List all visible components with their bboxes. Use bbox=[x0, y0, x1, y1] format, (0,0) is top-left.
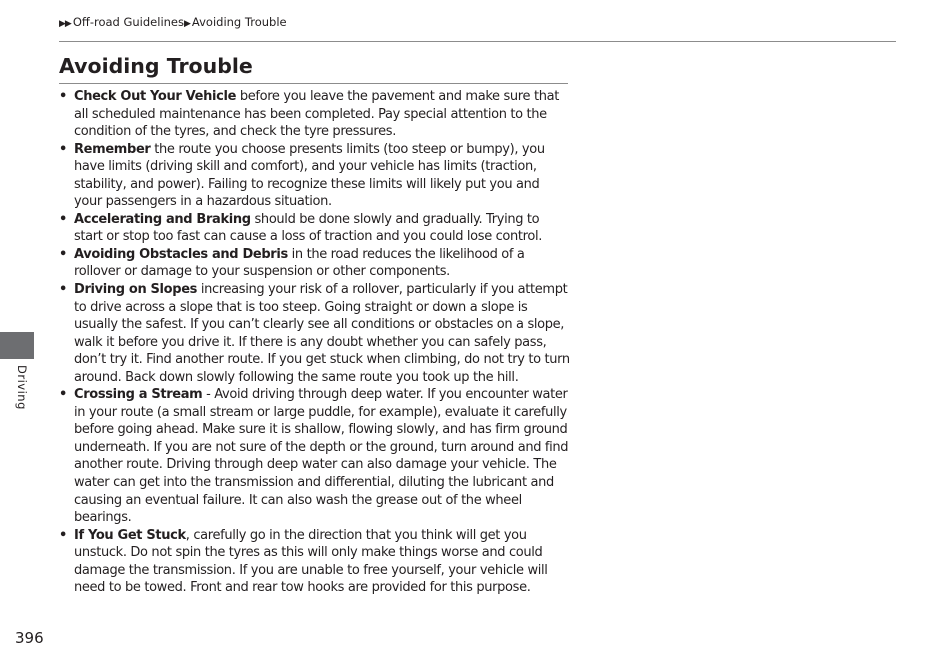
list-item bbox=[59, 246, 571, 281]
item-heading: Avoiding Obstacles and Debris bbox=[74, 246, 288, 262]
page-title: Avoiding Trouble bbox=[59, 54, 253, 78]
bullet-icon: • bbox=[59, 141, 67, 157]
chapter-tab-label: Driving bbox=[15, 365, 29, 410]
title-divider bbox=[59, 83, 568, 84]
list-item bbox=[59, 211, 571, 246]
bullet-icon: • bbox=[59, 246, 67, 262]
item-text: should be done slowly and gradually. Trying to start or stop too fast can cause a loss of traction and you could lose control. bbox=[74, 211, 543, 245]
item-heading: Remember bbox=[74, 141, 151, 157]
bullet-icon: • bbox=[59, 387, 67, 403]
bullet-icon: • bbox=[59, 89, 67, 104]
list-item bbox=[59, 281, 571, 386]
item-text: in the road reduces the likelihood of a rollover or damage to your suspension or other components. bbox=[74, 246, 525, 280]
page-number: 396 bbox=[15, 629, 44, 647]
list-item bbox=[59, 386, 571, 526]
item-heading: If You Get Stuck bbox=[74, 527, 186, 543]
item-heading: Crossing a Stream bbox=[74, 387, 203, 403]
header-divider bbox=[59, 41, 896, 42]
item-heading: Driving on Slopes bbox=[74, 282, 198, 298]
guideline-list bbox=[59, 88, 571, 597]
breadcrumb-section[interactable]: Off-road Guidelines bbox=[72, 15, 184, 29]
list-item bbox=[59, 527, 571, 597]
breadcrumb-current: Avoiding Trouble bbox=[191, 15, 287, 29]
item-text: the route you choose presents limits (too steep or bumpy), you have limits (driving skill and comfort), and your vehicle has limits (traction, stability, and power). Failing to recognize these limits will likely put you and your passengers in a hazardous situation. bbox=[74, 141, 545, 210]
bullet-icon: • bbox=[59, 527, 67, 543]
list-item bbox=[59, 88, 571, 141]
arrow-separator-icon: ▶ bbox=[184, 19, 190, 29]
double-arrow-icon: ▶▶ bbox=[59, 19, 71, 29]
breadcrumb bbox=[59, 15, 287, 29]
item-text: - Avoid driving through deep water. If you encounter water in your route (a small stream or large puddle, for example), evaluate it carefully before going ahead. Make sure it is shallow, flowing slowly, and has firm ground underneath. If you are not sure of the depth or the ground, turn around and find another route. Driving through deep water can also damage your vehicle. The water can get into the transmission and differential, diluting the lubricant and causing an eventual failure. It can also wash the grease out of the wheel bearings. bbox=[74, 387, 569, 526]
item-text: , carefully go in the direction that you think will get you unstuck. Do not spin the tyres as this will only make things worse and could damage the transmission. If you are unable to free yourself, your vehicle will need to be towed. Front and rear tow hooks are provided for this purpose. bbox=[74, 527, 548, 596]
chapter-tab[interactable] bbox=[0, 332, 34, 359]
item-text: before you leave the pavement and make sure that all scheduled maintenance has been completed. Pay special attention to the condition of the tyres, and check the tyre pressures. bbox=[74, 89, 559, 140]
item-text: increasing your risk of a rollover, particularly if you attempt to drive across a slope that is too steep. Going straight or down a slope is usually the safest. If you can’t clearly see all conditions or obstacles on a slope, walk it before you drive it. If there is any doubt whether you can safely pass, don’t try it. Find another route. If you get stuck when climbing, do not try to turn around. Back down slowly following the same route you took up the hill. bbox=[74, 282, 570, 385]
list-item bbox=[59, 141, 571, 211]
bullet-icon: • bbox=[59, 211, 67, 227]
item-heading: Accelerating and Braking bbox=[74, 211, 251, 227]
item-heading: Check Out Your Vehicle bbox=[74, 89, 237, 104]
bullet-icon: • bbox=[59, 282, 67, 298]
